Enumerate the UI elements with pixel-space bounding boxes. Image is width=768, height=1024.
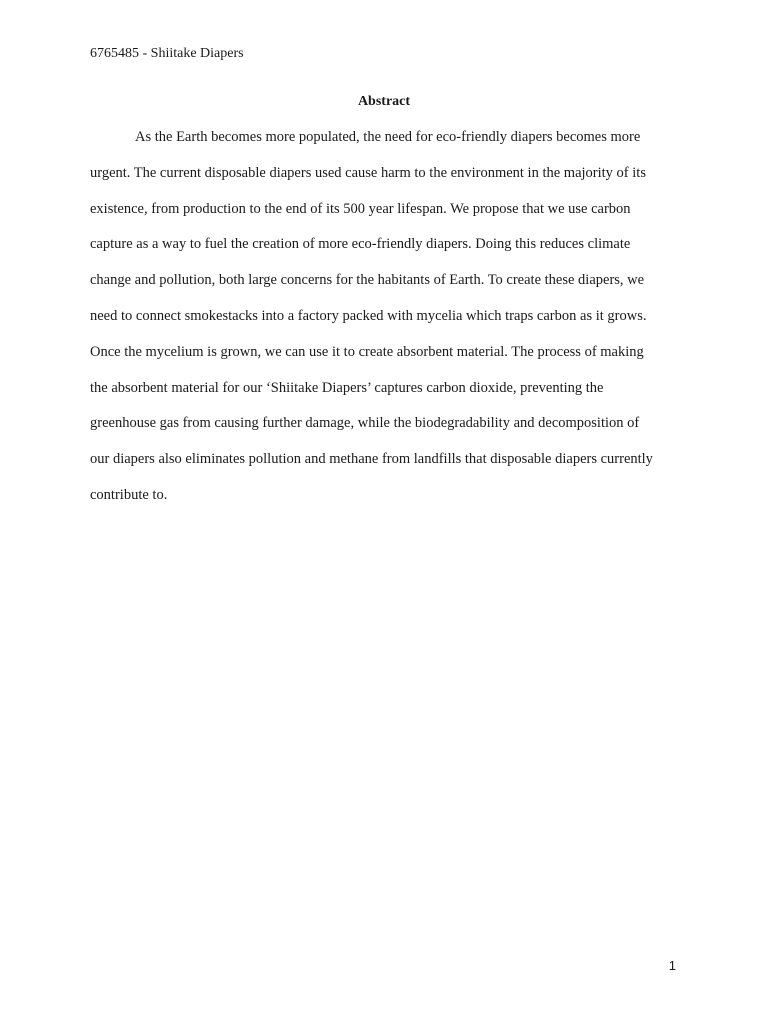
abstract-line: existence, from production to the end of its 500 year lifespan. We propose that we use carbon [90, 200, 631, 217]
abstract-line: contribute to. [90, 486, 168, 503]
abstract-line: As the Earth becomes more populated, the need for eco-friendly diapers becomes more [135, 129, 641, 145]
abstract-line: our diapers also eliminates pollution and methane from landfills that disposable diapers currently [90, 451, 653, 468]
abstract-line: need to connect smokestacks into a factory packed with mycelia which traps carbon as it grows. [90, 307, 647, 324]
abstract-line: the absorbent material for our ‘Shiitake Diapers’ captures carbon dioxide, preventing the [90, 379, 604, 396]
abstract-line: change and pollution, both large concerns for the habitants of Earth. To create these diapers, we [90, 272, 645, 289]
abstract-line: greenhouse gas from causing further damage, while the biodegradability and decomposition of [90, 415, 640, 432]
abstract-line: Once the mycelium is grown, we can use it to create absorbent material. The process of making [90, 343, 644, 360]
running-head: 6765485 - Shiitake Diapers [90, 46, 244, 61]
abstract-title: Abstract [357, 94, 411, 109]
page-number: 1 [668, 958, 676, 973]
abstract-line: capture as a way to fuel the creation of more eco-friendly diapers. Doing this reduces climate [90, 236, 631, 253]
abstract-line: urgent. The current disposable diapers used cause harm to the environment in the majority of its [90, 164, 646, 181]
abstract-paragraph [90, 120, 690, 514]
